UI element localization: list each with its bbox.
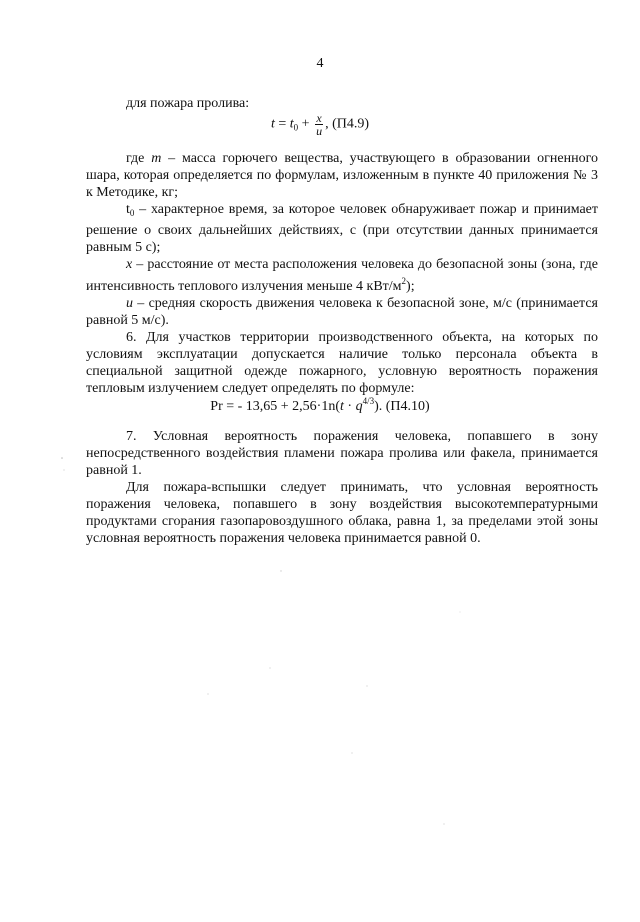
formula-p4-10 <box>0 396 640 415</box>
formula-p4-9-label: , (П4.9) <box>325 116 370 132</box>
definition-m-prefix: где <box>126 151 152 166</box>
definition-u <box>86 295 598 329</box>
definition-t0-var: t <box>126 202 130 217</box>
formula-p4-9-t0: t <box>289 116 294 132</box>
formula-p4-9 <box>0 112 640 137</box>
definition-m-text: – масса горючего вещества, участвующего в образовании огненного шара, которая определяется по формулам, изложенным в пункте 40 приложения № 3 к Методике, кг; <box>86 151 599 200</box>
formula-p4-10-before: Pr = - 13,65 + 2,56·1n( <box>210 399 341 414</box>
formula-p4-9-plus: + <box>298 116 314 132</box>
definition-x <box>86 256 598 295</box>
formula-p4-10-t: t <box>340 399 344 414</box>
definition-x-sup: 2 <box>401 276 407 286</box>
definition-m-var: m <box>151 151 162 166</box>
speck <box>351 752 352 753</box>
speck <box>63 469 64 470</box>
formula-p4-9-numerator: x <box>316 111 322 125</box>
definition-m <box>86 150 598 201</box>
formula-p4-9-t0-sub: 0 <box>293 122 299 133</box>
speck <box>269 667 270 668</box>
definition-x-var: x <box>126 257 133 272</box>
speck <box>207 693 208 694</box>
definition-t0-text: – характерное время, за которое человек обнаруживает пожар и принимает решение о своих дальнейших действиях, с (при отсутствии данных принимается равным 5 с); <box>86 202 598 255</box>
paragraph-8: Для пожара-вспышки следует принимать, что условная вероятность поражения человека, попавшего в зону воздействия высокотемпературными продуктами сгорания газопаровоздушного облака, равна 1, за пределами этой зоны условная вероятность поражения человека принимается равной 0. <box>86 480 598 546</box>
closing-block <box>86 428 598 547</box>
definition-x-end: ); <box>406 279 415 294</box>
definition-t0-sub: 0 <box>129 208 135 218</box>
definition-u-var: u <box>126 296 133 311</box>
formula-p4-9-denominator: u <box>316 124 323 138</box>
formula-p4-9-eq: = <box>274 116 290 132</box>
formula-p4-10-q: q <box>355 399 363 414</box>
speck <box>443 823 444 824</box>
speck <box>366 685 367 686</box>
paragraph-6: 6. Для участков территории производственного объекта, на которых по условиям эксплуатации допускается наличие только персонала объекта в специальной защитной одежде пожарного, условную вероятность поражения тепловым излучением следует определять по формуле: <box>86 330 598 396</box>
intro-line: для пожара пролива: <box>126 96 250 111</box>
intro-text-block <box>86 95 598 112</box>
definitions-block <box>86 150 598 397</box>
page-number: 4 <box>316 56 324 71</box>
speck <box>460 612 461 613</box>
formula-p4-10-sup: 4/3 <box>362 396 375 406</box>
speck <box>280 570 281 571</box>
definition-u-text: – средняя скорость движения человека к безопасной зоне, м/с (принимается равной 5 м/с). <box>86 296 598 328</box>
formula-p4-9-lhs: t <box>270 116 275 132</box>
speck <box>61 457 63 459</box>
definition-t0 <box>86 201 598 256</box>
paragraph-7: 7. Условная вероятность поражения человека, попавшего в зону непосредственного воздействия пламени пожара пролива или факела, принимается равной 1. <box>86 429 598 478</box>
definition-x-text: – расстояние от места расположения человека до безопасной зоны (зона, где интенсивность теплового излучения меньше 4 кВт/м <box>86 257 598 294</box>
formula-p4-10-after: ). (П4.10) <box>374 399 430 414</box>
formula-p4-10-dot: · <box>343 399 356 414</box>
formula-p4-9-fraction <box>315 112 323 137</box>
